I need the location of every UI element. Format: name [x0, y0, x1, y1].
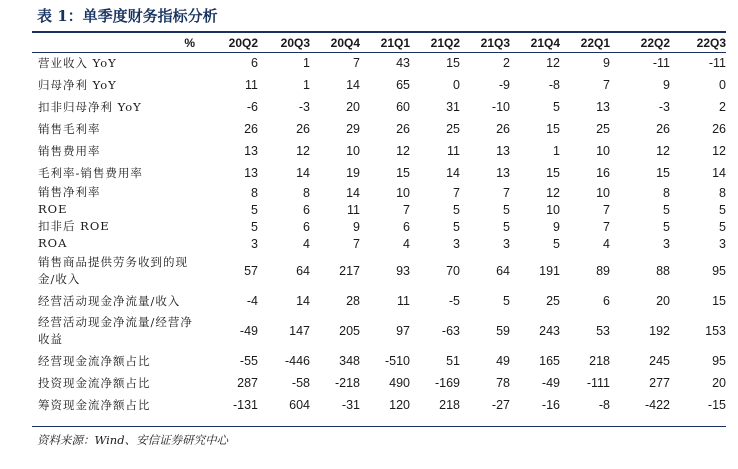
- column-header: 21Q4: [530, 35, 560, 50]
- table-cell: 9: [353, 219, 360, 234]
- table-cell: 12: [396, 144, 410, 158]
- table-cell: 5: [503, 219, 510, 234]
- table-cell: 26: [296, 122, 310, 136]
- table-row: [32, 218, 726, 235]
- column-header: 20Q2: [228, 35, 258, 50]
- table-cell: -11: [708, 56, 726, 70]
- unit-header: %: [184, 35, 195, 50]
- table-cell: 15: [712, 294, 726, 308]
- table-cell: 7: [603, 202, 610, 217]
- table-cell: -5: [448, 294, 460, 308]
- table-cell: 8: [663, 185, 670, 200]
- table-cell: 5: [503, 202, 510, 217]
- row-label: 经营活动现金净流量/经营净收益: [38, 315, 193, 346]
- table-cell: 6: [403, 219, 410, 234]
- table-cell: -218: [334, 376, 360, 390]
- table-cell: 3: [503, 236, 510, 251]
- table-cell: 13: [496, 166, 510, 180]
- table-cell: 20: [712, 376, 726, 390]
- table-cell: 60: [396, 100, 410, 114]
- row-label: 扣非归母净利 YoY: [38, 99, 142, 114]
- table-cell: -169: [434, 376, 460, 390]
- table-cell: 5: [553, 100, 560, 114]
- table-cell: 88: [656, 264, 670, 278]
- source-note: 资料来源：Wind、安信证券研究中心: [37, 433, 229, 447]
- table-cell: 13: [596, 100, 610, 114]
- table-cell: 15: [446, 56, 460, 70]
- row-label: ROE: [38, 202, 68, 216]
- table-cell: 11: [245, 78, 258, 92]
- table-cell: 20: [656, 294, 670, 308]
- table-cell: 7: [603, 219, 610, 234]
- table-cell: 93: [396, 264, 410, 278]
- table-cell: 10: [346, 144, 360, 158]
- table-cell: -111: [586, 376, 610, 390]
- table-cell: -3: [298, 100, 310, 114]
- table-cell: -27: [491, 398, 510, 412]
- table-cell: -55: [239, 354, 258, 368]
- table-cell: 97: [396, 324, 410, 338]
- column-header: 22Q1: [580, 35, 610, 50]
- table-cell: 11: [397, 294, 410, 308]
- table-cell: 5: [251, 219, 258, 234]
- row-label: 筹资现金流净额占比: [38, 397, 151, 412]
- table-row: [32, 252, 726, 290]
- table-cell: -131: [232, 398, 258, 412]
- table-cell: -510: [384, 354, 410, 368]
- table-cell: 0: [453, 78, 460, 92]
- table-cell: 10: [546, 202, 560, 217]
- table-cell: -63: [441, 324, 460, 338]
- table-cell: 5: [553, 236, 560, 251]
- row-label: 投资现金流净额占比: [38, 375, 151, 390]
- table-cell: -6: [246, 100, 258, 114]
- table-cell: 28: [346, 294, 360, 308]
- table-cell: 65: [396, 78, 410, 92]
- row-label: 归母净利 YoY: [38, 77, 117, 92]
- row-label: ROA: [38, 236, 68, 250]
- table-cell: 1: [553, 144, 560, 158]
- table-cell: 6: [251, 56, 258, 70]
- table-cell: 25: [546, 294, 560, 308]
- table-row: [32, 162, 726, 184]
- table-cell: 12: [656, 144, 670, 158]
- table-cell: 89: [596, 264, 610, 278]
- table-cell: 14: [346, 185, 360, 200]
- table-row: [32, 140, 726, 162]
- table-cell: 5: [453, 202, 460, 217]
- table-cell: 95: [712, 264, 726, 278]
- table-cell: 64: [496, 264, 510, 278]
- table-row: [32, 350, 726, 372]
- table-cell: 43: [396, 56, 410, 70]
- table-cell: 147: [289, 324, 310, 338]
- table-cell: 3: [663, 236, 670, 251]
- table-cell: 15: [546, 122, 560, 136]
- table-cell: 1: [303, 56, 310, 70]
- table-cell: 78: [496, 376, 510, 390]
- table-cell: 1: [303, 78, 310, 92]
- table-cell: 3: [251, 236, 258, 251]
- table-cell: 9: [603, 56, 610, 70]
- table-row: [32, 394, 726, 416]
- column-header: 20Q4: [330, 35, 360, 50]
- table-cell: 12: [712, 144, 726, 158]
- table-cell: 14: [296, 166, 310, 180]
- table-cell: 64: [296, 264, 310, 278]
- table-cell: 2: [719, 100, 726, 114]
- table-cell: 7: [353, 236, 360, 251]
- row-label: 营业收入 YoY: [38, 55, 117, 70]
- table-cell: 217: [339, 264, 360, 278]
- header-rule: [32, 52, 726, 53]
- table-cell: 10: [596, 144, 610, 158]
- table-cell: 12: [546, 185, 560, 200]
- table-cell: -8: [598, 398, 610, 412]
- table-cell: -49: [239, 324, 258, 338]
- table-cell: 13: [496, 144, 510, 158]
- table-cell: 5: [503, 294, 510, 308]
- table-row: [32, 118, 726, 140]
- table-cell: 25: [446, 122, 460, 136]
- table-body: [32, 52, 726, 416]
- table-cell: 49: [496, 354, 510, 368]
- table-cell: 12: [546, 56, 560, 70]
- row-label: 经营现金流净额占比: [38, 353, 151, 368]
- column-header: 22Q2: [640, 35, 670, 50]
- table-cell: -15: [707, 398, 726, 412]
- table-row: [32, 74, 726, 96]
- table-cell: 26: [656, 122, 670, 136]
- table-cell: 165: [539, 354, 560, 368]
- table-cell: 14: [712, 166, 726, 180]
- table-cell: 7: [503, 185, 510, 200]
- table-cell: 29: [346, 122, 360, 136]
- table-cell: 13: [244, 144, 258, 158]
- table-row: [32, 372, 726, 394]
- header-row: [32, 33, 726, 52]
- table-cell: 16: [596, 166, 610, 180]
- table-cell: 9: [663, 78, 670, 92]
- table-cell: 12: [296, 144, 310, 158]
- table-row: [32, 184, 726, 201]
- table-cell: 5: [719, 202, 726, 217]
- table-cell: 5: [663, 219, 670, 234]
- table-cell: 5: [663, 202, 670, 217]
- table-cell: 490: [389, 376, 410, 390]
- table-cell: 10: [396, 185, 410, 200]
- table-cell: 7: [403, 202, 410, 217]
- column-header: 21Q3: [480, 35, 510, 50]
- table-cell: 348: [339, 354, 360, 368]
- table-cell: 9: [553, 219, 560, 234]
- table-cell: 14: [446, 166, 460, 180]
- table-cell: 191: [539, 264, 560, 278]
- table-cell: -31: [341, 398, 360, 412]
- table-cell: -16: [541, 398, 560, 412]
- row-label: 销售费用率: [38, 143, 101, 158]
- table-row: [32, 312, 726, 350]
- table-cell: 218: [439, 398, 460, 412]
- table-cell: 11: [347, 202, 360, 217]
- table-cell: 120: [389, 398, 410, 412]
- table-cell: 31: [446, 100, 460, 114]
- table-cell: 25: [596, 122, 610, 136]
- table-cell: 15: [656, 166, 670, 180]
- table-cell: 26: [396, 122, 410, 136]
- table-cell: 15: [396, 166, 410, 180]
- row-label: 销售商品提供劳务收到的现金/收入: [38, 255, 188, 286]
- table-cell: 4: [603, 236, 610, 251]
- table-cell: 5: [251, 202, 258, 217]
- table-cell: 14: [346, 78, 360, 92]
- table-cell: 59: [496, 324, 510, 338]
- table-cell: 95: [712, 354, 726, 368]
- table-cell: -446: [284, 354, 310, 368]
- column-header: 21Q1: [380, 35, 410, 50]
- table-row: [32, 235, 726, 252]
- table-cell: 7: [453, 185, 460, 200]
- table-cell: -9: [498, 78, 510, 92]
- table-cell: 7: [603, 78, 610, 92]
- table-row: [32, 201, 726, 218]
- table-cell: 15: [546, 166, 560, 180]
- table-cell: 287: [237, 376, 258, 390]
- table-cell: 6: [303, 202, 310, 217]
- table-cell: 0: [719, 78, 726, 92]
- table-cell: 8: [303, 185, 310, 200]
- table-cell: 10: [596, 185, 610, 200]
- column-header: 22Q3: [696, 35, 726, 50]
- table-cell: 243: [539, 324, 560, 338]
- table-cell: 2: [503, 56, 510, 70]
- table-cell: -11: [652, 56, 670, 70]
- table-title: 表 1：单季度财务指标分析: [37, 7, 218, 25]
- table-cell: -58: [291, 376, 310, 390]
- table-cell: -3: [658, 100, 670, 114]
- table-cell: 19: [346, 166, 360, 180]
- financial-indicator-table: [32, 33, 726, 416]
- table-cell: 51: [446, 354, 460, 368]
- table-cell: -8: [548, 78, 560, 92]
- table-cell: 205: [339, 324, 360, 338]
- table-cell: -49: [541, 376, 560, 390]
- table-cell: 604: [289, 398, 310, 412]
- table-cell: 6: [603, 294, 610, 308]
- row-label: 毛利率-销售费用率: [38, 165, 143, 180]
- table-cell: 26: [496, 122, 510, 136]
- table-cell: 192: [649, 324, 670, 338]
- column-header: 20Q3: [280, 35, 310, 50]
- table-cell: 4: [403, 236, 410, 251]
- column-header: 21Q2: [430, 35, 460, 50]
- table-cell: -422: [644, 398, 670, 412]
- table-cell: 7: [353, 56, 360, 70]
- table-cell: 4: [303, 236, 310, 251]
- table-row: [32, 290, 726, 312]
- table-cell: 8: [719, 185, 726, 200]
- table-cell: 70: [446, 264, 460, 278]
- table-cell: 218: [589, 354, 610, 368]
- row-label: 销售净利率: [38, 185, 101, 199]
- table-cell: 277: [649, 376, 670, 390]
- table-cell: 3: [453, 236, 460, 251]
- table-cell: 11: [447, 144, 460, 158]
- row-label: 扣非后 ROE: [38, 219, 110, 233]
- table-cell: 20: [346, 100, 360, 114]
- table-row: [32, 96, 726, 118]
- row-label: 销售毛利率: [38, 121, 101, 136]
- table-cell: 245: [649, 354, 670, 368]
- table-cell: 57: [244, 264, 258, 278]
- table-cell: 153: [705, 324, 726, 338]
- table-cell: -10: [491, 100, 510, 114]
- table-cell: 8: [251, 185, 258, 200]
- table-cell: 14: [296, 294, 310, 308]
- table-cell: 26: [712, 122, 726, 136]
- table-cell: 3: [719, 236, 726, 251]
- table-cell: 26: [244, 122, 258, 136]
- table-cell: 6: [303, 219, 310, 234]
- table-cell: 53: [596, 324, 610, 338]
- bottom-rule: [32, 426, 726, 427]
- row-label: 经营活动现金净流量/收入: [38, 293, 181, 308]
- table-cell: 5: [453, 219, 460, 234]
- table-cell: 5: [719, 219, 726, 234]
- table-row: [32, 52, 726, 74]
- table-cell: -4: [246, 294, 258, 308]
- table-cell: 13: [244, 166, 258, 180]
